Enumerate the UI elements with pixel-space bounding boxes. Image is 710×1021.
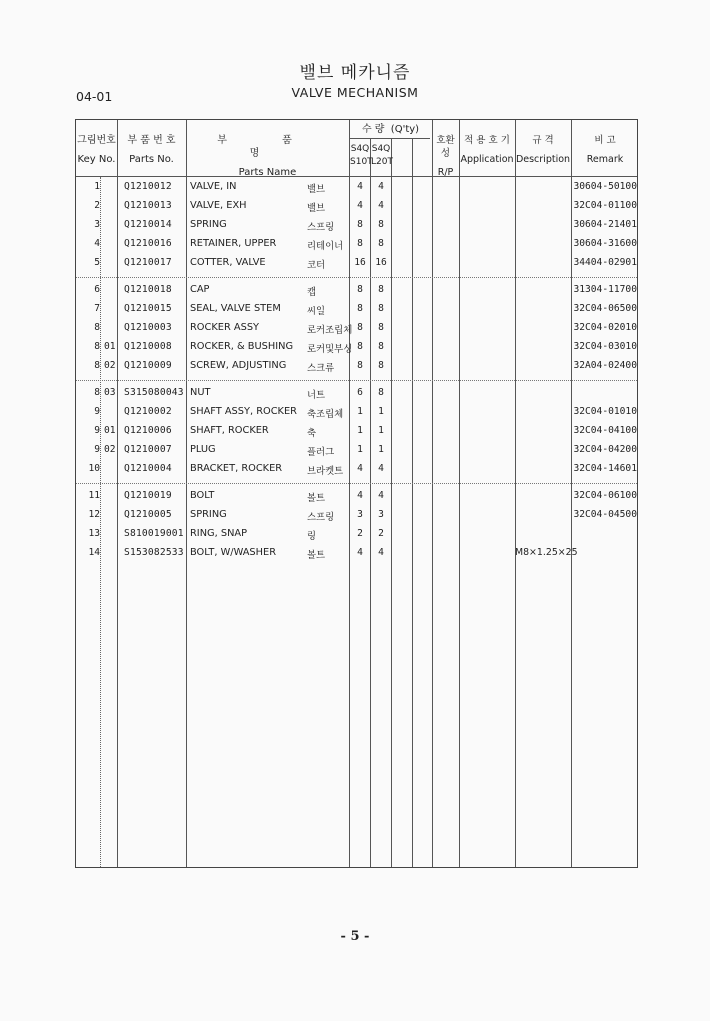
cell-name: SHAFT, ROCKER [190,425,269,436]
cell-q1: 8 [357,219,363,230]
cell-remark: 32C04-06100 [573,490,637,501]
table-row [76,319,639,338]
page-number: - 5 - [340,929,370,944]
cell-q2: 1 [378,444,384,455]
cell-q2: 4 [378,463,384,474]
cell-q1: 1 [357,425,363,436]
cell-name: SPRING [190,509,227,520]
cell-ko: 브라켓트 [307,466,344,477]
table-row [76,525,639,544]
table-row [76,235,639,254]
cell-ko: 볼트 [307,550,326,561]
page-title-korean: 밸브 메카니즘 [299,63,411,83]
cell-name: VALVE, EXH [190,200,247,211]
cell-q1: 8 [357,303,363,314]
table-row [76,441,639,460]
cell-q1: 8 [357,284,363,295]
cell-q1: 8 [357,360,363,371]
cell-q1: 3 [357,509,363,520]
cell-name: BOLT [190,490,215,501]
cell-q1: 4 [357,490,363,501]
cell-part: Q1210018 [124,284,172,295]
cell-remark: 32C04-01010 [573,406,637,417]
table-row [76,384,639,403]
cell-ko: 밸브 [307,203,326,214]
cell-part: Q1210004 [124,463,172,474]
table-row [76,197,639,216]
cell-part: Q1210005 [124,509,172,520]
cell-q2: 4 [378,200,384,211]
table-row [76,357,639,376]
cell-remark: 32C04-04200 [573,444,637,455]
cell-part: Q1210009 [124,360,172,371]
cell-name: RING, SNAP [190,528,248,539]
cell-remark: 32C04-02010 [573,322,637,333]
cell-q2: 2 [378,528,384,539]
cell-q2: 16 [375,257,387,268]
table-row [76,338,639,357]
cell-part: Q1210006 [124,425,172,436]
cell-q2: 1 [378,425,384,436]
cell-key: 11 [88,490,100,501]
cell-ko: 씨일 [307,306,326,317]
cell-name: ROCKER ASSY [190,322,260,333]
cell-part: S153082533 [124,547,184,558]
page-title-english: VALVE MECHANISM [291,85,419,100]
cell-name: SHAFT ASSY, ROCKER [190,406,297,417]
cell-sub: 01 [104,425,116,436]
header-description: 규 격 Description [515,135,571,165]
cell-key: 9 [94,406,100,417]
cell-sub: 01 [104,341,116,352]
cell-remark: 32C04-01100 [573,200,637,211]
header-bottom-line [76,176,637,177]
cell-ko: 축 [307,428,317,439]
cell-ko: 너트 [307,390,326,401]
table-row [76,254,639,273]
cell-key: 7 [94,303,100,314]
cell-name: SPRING [190,219,227,230]
cell-q2: 8 [378,238,384,249]
cell-q1: 8 [357,238,363,249]
cell-name: NUT [190,387,211,398]
cell-q2: 4 [378,547,384,558]
cell-key: 13 [88,528,100,539]
cell-q1: 4 [357,463,363,474]
table-row [76,460,639,479]
cell-key: 9 [94,425,100,436]
cell-key: 3 [94,219,100,230]
cell-ko: 밸브 [307,184,326,195]
cell-remark: 32C04-03010 [573,341,637,352]
cell-q2: 4 [378,181,384,192]
cell-sub: 02 [104,444,116,455]
qty-header-line [349,138,430,139]
cell-ko: 링 [307,531,317,542]
table-row [76,281,639,300]
table-row [76,216,639,235]
cell-desc: M8×1.25×25 [515,547,578,558]
cell-q2: 8 [378,387,384,398]
header-qty: 수 량 (Q'ty) [361,124,420,135]
cell-part: Q1210013 [124,200,172,211]
cell-remark: 32A04-02400 [573,360,637,371]
cell-q2: 4 [378,490,384,501]
table-row [76,487,639,506]
cell-name: RETAINER, UPPER [190,238,277,249]
cell-key: 5 [94,257,100,268]
cell-name: ROCKER, & BUSHING [190,341,294,352]
cell-remark: 34404-02901 [573,257,637,268]
cell-key: 9 [94,444,100,455]
cell-part: Q1210016 [124,238,172,249]
table-row [76,506,639,525]
cell-part: S315080043 [124,387,184,398]
cell-q2: 8 [378,219,384,230]
cell-q2: 8 [378,341,384,352]
cell-q2: 8 [378,284,384,295]
cell-q2: 8 [378,303,384,314]
table-row [76,178,639,197]
cell-q1: 1 [357,444,363,455]
cell-name: VALVE, IN [190,181,237,192]
parts-table [75,119,638,868]
cell-q2: 3 [378,509,384,520]
table-row [76,300,639,319]
cell-name: SEAL, VALVE STEM [190,303,281,314]
cell-key: 2 [94,200,100,211]
cell-ko: 플러그 [307,447,335,458]
cell-remark: 31304-11700 [573,284,637,295]
cell-key: 8 [94,322,100,333]
cell-key: 12 [88,509,100,520]
cell-name: BRACKET, ROCKER [190,463,283,474]
cell-q1: 6 [357,387,363,398]
cell-name: PLUG [190,444,216,455]
cell-part: S810019001 [124,528,184,539]
cell-sub: 02 [104,360,116,371]
cell-remark: 32C04-04100 [573,425,637,436]
cell-q1: 1 [357,406,363,417]
cell-q1: 8 [357,341,363,352]
cell-remark: 32C04-14601 [573,463,637,474]
header-parts-name: 부 품 명 Parts Name [217,135,318,178]
cell-ko: 로커조립체 [307,325,353,336]
cell-key: 4 [94,238,100,249]
cell-remark: 30604-50100 [573,181,637,192]
cell-part: Q1210017 [124,257,172,268]
cell-part: Q1210003 [124,322,172,333]
cell-name: COTTER, VALVE [190,257,266,268]
cell-remark: 32C04-06500 [573,303,637,314]
header-remark: 비 고 Remark [586,135,624,165]
cell-remark: 30604-31600 [573,238,637,249]
cell-q1: 4 [357,547,363,558]
table-row [76,422,639,441]
table-row [76,544,639,563]
cell-key: 8 [94,360,100,371]
header-application: 적 용 호 기 Application [460,135,514,165]
cell-q2: 1 [378,406,384,417]
cell-q2: 8 [378,322,384,333]
cell-q1: 2 [357,528,363,539]
cell-key: 14 [88,547,100,558]
cell-ko: 스프링 [307,512,335,523]
cell-q1: 4 [357,181,363,192]
header-key-no: 그림번호 Key No. [77,135,116,165]
cell-ko: 스프링 [307,222,335,233]
cell-ko: 코터 [307,260,326,271]
cell-remark: 32C04-04500 [573,509,637,520]
header-parts-no: 부 품 번 호 Parts No. [127,135,176,165]
cell-ko: 리테이너 [307,241,344,252]
cell-part: Q1210012 [124,181,172,192]
header-qty-s10t: S4Q S10T [350,144,373,167]
cell-ko: 볼트 [307,493,326,504]
cell-name: BOLT, W/WASHER [190,547,277,558]
cell-part: Q1210019 [124,490,172,501]
table-row [76,403,639,422]
cell-q1: 8 [357,322,363,333]
cell-q2: 8 [378,360,384,371]
cell-key: 1 [94,181,100,192]
cell-sub: 03 [104,387,116,398]
cell-part: Q1210002 [124,406,172,417]
cell-q1: 16 [354,257,366,268]
cell-remark: 30604-21401 [573,219,637,230]
cell-name: CAP [190,284,210,295]
cell-ko: 캡 [307,287,317,298]
cell-ko: 스크류 [307,363,335,374]
header-rp: 호환성 R/P [436,135,455,178]
cell-q1: 4 [357,200,363,211]
cell-key: 8 [94,387,100,398]
header-qty-l20t: S4Q L20T [371,144,393,167]
cell-part: Q1210008 [124,341,172,352]
group-separator [76,483,637,484]
cell-part: Q1210007 [124,444,172,455]
section-number: 04-01 [76,89,113,104]
cell-name: SCREW, ADJUSTING [190,360,287,371]
cell-key: 8 [94,341,100,352]
cell-part: Q1210015 [124,303,172,314]
cell-key: 6 [94,284,100,295]
group-separator [76,380,637,381]
cell-part: Q1210014 [124,219,172,230]
cell-key: 10 [88,463,100,474]
group-separator [76,277,637,278]
cell-ko: 로커및부싱 [307,344,353,355]
cell-ko: 축조립체 [307,409,344,420]
